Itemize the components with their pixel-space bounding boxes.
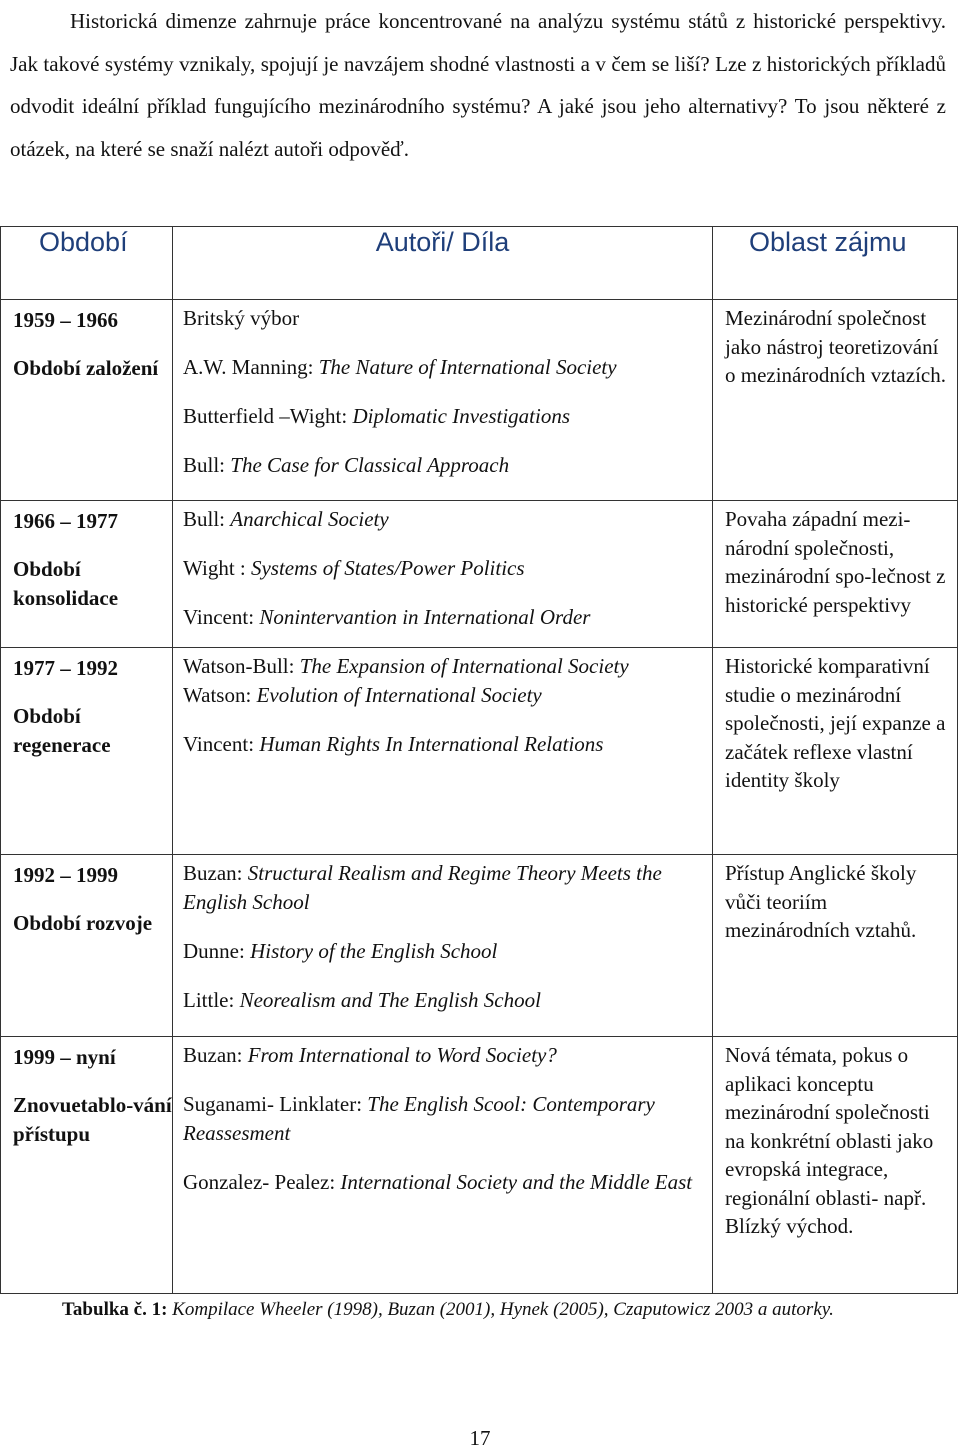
period-cell [1,501,173,648]
work-author: Wight : [183,556,251,580]
interest-cell: Historické komparativní studie o mezinárodní společnosti, její expanze a začátek reflexe vlastní identity školy [713,648,958,855]
period-range: 1999 – nyní [13,1045,116,1069]
work-item [183,353,704,382]
period-name: Období rozvoje [13,911,153,935]
work-title: The Case for Classical Approach [230,453,510,477]
work-author: Bull: [183,453,231,477]
work-title: Neorealism and The English School [239,988,541,1012]
works-cell [173,501,713,648]
works-cell [173,855,713,1037]
period-name: Období založení [13,356,159,380]
work-author: Vincent: [183,732,260,756]
table-row [1,855,958,1037]
work-title: History of the English School [250,939,498,963]
work-author: Butterfield –Wight: [183,404,353,428]
work-author: Buzan: [183,861,248,885]
work-author: Watson: [183,683,257,707]
work-title: Human Rights In International Relations [259,732,604,756]
periods-table [0,226,958,1294]
header-authors: Autoři/ Díla [173,227,713,300]
work-title: From International to Word Society? [247,1043,557,1067]
work-author: A.W. Manning: [183,355,319,379]
work-author: Bull: [183,507,231,531]
period-cell [1,1037,173,1294]
interest-cell: Povaha západní mezi-národní společnosti, mezinárodní spo-lečnost z historické perspektivy [713,501,958,648]
period-name: Období regenerace [13,704,111,757]
work-item [183,652,704,681]
work-item [183,554,704,583]
work-item [183,859,704,917]
work-author: Suganami- Linklater: [183,1092,368,1116]
header-period: Období [1,227,173,300]
work-title: Nonintervantion in International Order [259,605,591,629]
work-title: The Expansion of International Society [299,654,629,678]
interest-cell: Mezinárodní společnost jako nástroj teoretizování o mezinárodních vztazích. [713,300,958,501]
period-cell [1,300,173,501]
work-item [183,1041,704,1070]
work-item [183,1168,704,1197]
works-cell [173,300,713,501]
caption-text: Kompilace Wheeler (1998), Buzan (2001), Hynek (2005), Czaputowicz 2003 a autorky. [167,1299,834,1320]
work-item [183,304,704,333]
work-title: International Society and the Middle East [340,1170,693,1194]
work-author: Britský výbor [183,306,300,330]
works-cell [173,1037,713,1294]
work-item [183,730,704,759]
work-title: The Nature of International Society [318,355,617,379]
table-header-row [1,227,958,300]
interest-cell: Přístup Anglické školy vůči teoriím mezinárodních vztahů. [713,855,958,1037]
work-item [183,681,704,710]
work-author: Dunne: [183,939,251,963]
work-item [183,505,704,534]
table-row [1,648,958,855]
work-author: Buzan: [183,1043,248,1067]
page-number: 17 [469,1426,491,1450]
work-author: Watson-Bull: [183,654,300,678]
caption-label: Tabulka č. 1: [62,1299,168,1320]
work-title: Structural Realism and Regime Theory Meets the English School [183,861,662,914]
table-caption [62,1298,834,1322]
intro-paragraph: Historická dimenze zahrnuje práce koncentrované na analýzu systému států z historické perspektivy. Jak takové systémy vznikaly, spojují je navzájem shodné vlastnosti a v čem se liší? Lze z historických příkladů odvodit ideální příklad fungujícího mezinárodního systému? A jaké jsou jeho alternativy? To jsou některé z otázek, na které se snaží nalézt autoři odpověď. [10,9,946,161]
work-author: Little: [183,988,240,1012]
work-item [183,1090,704,1148]
work-item [183,937,704,966]
period-range: 1966 – 1977 [13,509,118,533]
work-title: Anarchical Society [230,507,389,531]
interest-cell: Nová témata, pokus o aplikaci konceptu mezinárodní společnosti na konkrétní oblasti jako evropská integrace, regionální oblasti- např. Blízký východ. [713,1037,958,1294]
period-range: 1977 – 1992 [13,656,118,680]
table-row [1,300,958,501]
table-row [1,1037,958,1294]
period-name: Období konsolidace [13,557,119,610]
period-cell [1,855,173,1037]
work-item [183,402,704,431]
work-item [183,986,704,1015]
work-item [183,451,704,480]
work-title: The English Scool: Contemporary Reassesment [183,1092,655,1145]
header-interest: Oblast zájmu [713,227,958,300]
work-author: Gonzalez- Pealez: [183,1170,341,1194]
work-title: Systems of States/Power Politics [250,556,525,580]
period-cell [1,648,173,855]
work-title: Diplomatic Investigations [352,404,571,428]
period-name: Znovuetablo-vání přístupu [13,1093,172,1146]
work-title: Evolution of International Society [256,683,542,707]
work-author: Vincent: [183,605,260,629]
work-item [183,603,704,632]
period-range: 1959 – 1966 [13,308,118,332]
period-range: 1992 – 1999 [13,863,118,887]
works-cell [173,648,713,855]
table-row [1,501,958,648]
